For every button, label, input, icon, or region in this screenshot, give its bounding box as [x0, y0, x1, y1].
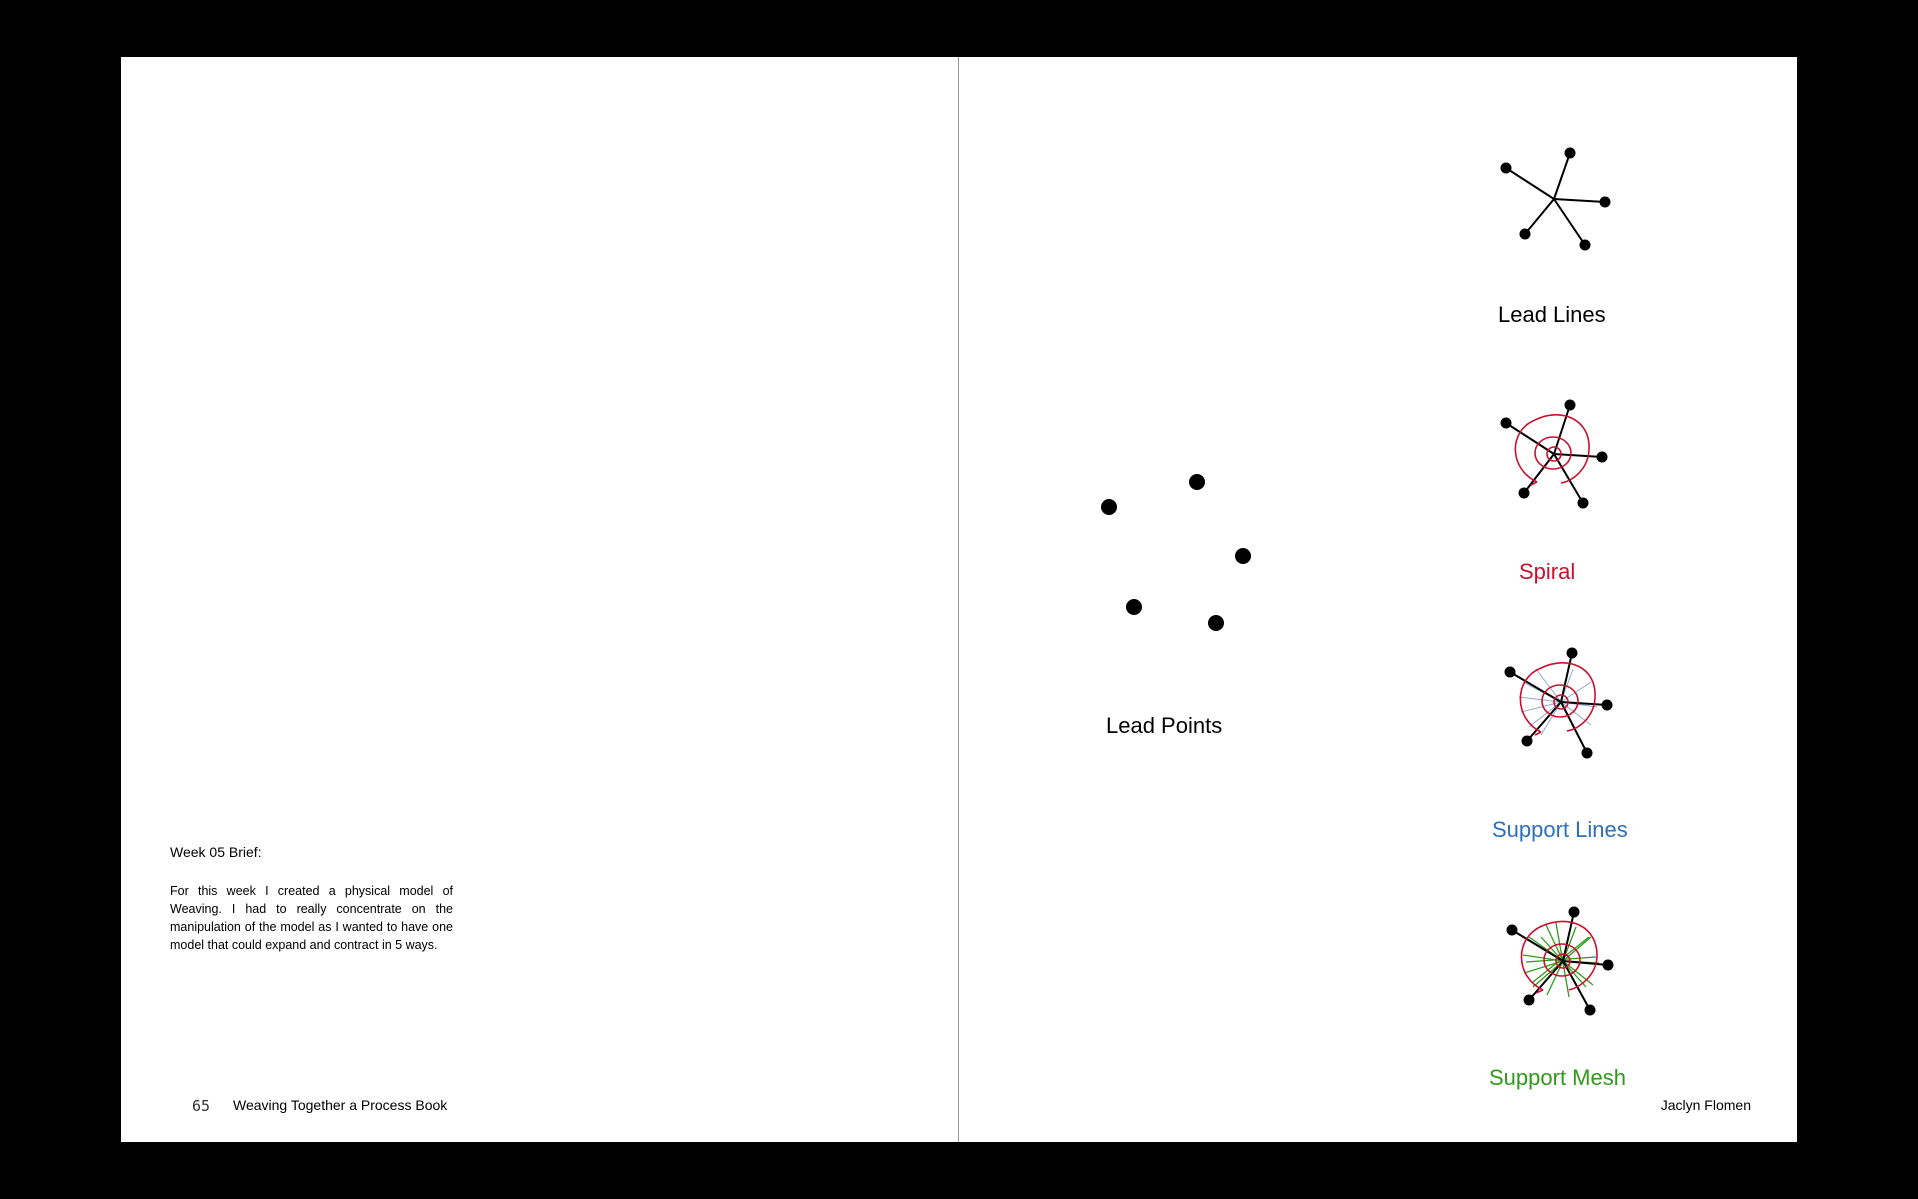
author-name: Jaclyn Flomen — [1660, 1097, 1751, 1113]
spiral-label: Spiral — [1519, 559, 1576, 584]
support-lines-label: Support Lines — [1492, 817, 1628, 842]
book-title: Weaving Together a Process Book — [233, 1097, 448, 1113]
page-gutter — [958, 57, 959, 1142]
brief-text: For this week I created a physical model of Weaving. I had to really concentrate on the manipulation of the model as I wanted to have one model that could expand and contract in 5 ways. — [170, 884, 453, 952]
lead-lines-label: Lead Lines — [1498, 302, 1606, 327]
book-spread — [121, 57, 1797, 1142]
lead-points-label: Lead Points — [1106, 713, 1223, 738]
brief-title: Week 05 Brief: — [170, 844, 262, 860]
support-mesh-figure — [121, 57, 122, 58]
support-mesh-label: Support Mesh — [1489, 1065, 1626, 1090]
page-number: 65 — [192, 1097, 211, 1115]
